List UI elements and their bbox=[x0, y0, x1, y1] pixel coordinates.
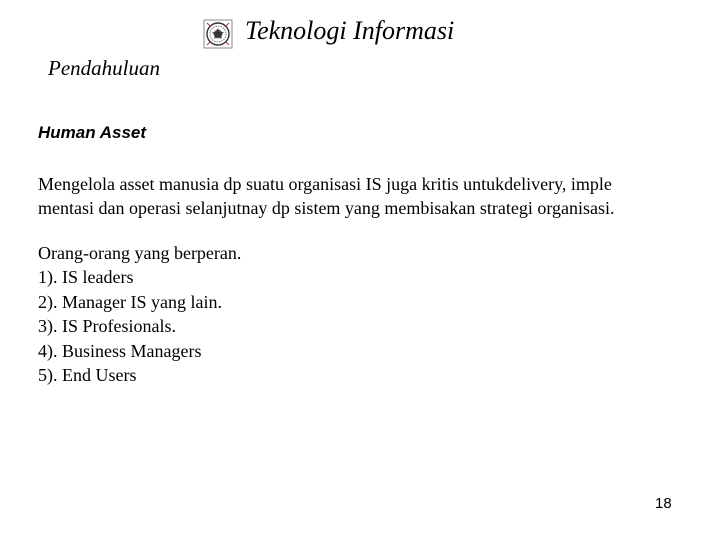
list-item: 4). Business Managers bbox=[38, 340, 202, 361]
list-item: 5). End Users bbox=[38, 365, 137, 386]
roles-intro: Orang-orang yang berperan. bbox=[38, 243, 242, 263]
slide-title: Teknologi Informasi bbox=[245, 16, 455, 45]
description-paragraph bbox=[38, 172, 698, 220]
list-item: 2). Manager IS yang lain. bbox=[38, 291, 222, 312]
list-item: 1). IS leaders bbox=[38, 267, 134, 288]
paragraph-line-2: mentasi dan operasi selanjutnay dp sistem yang membisakan strategi organisasi. bbox=[38, 198, 615, 218]
list-item: 3). IS Profesionals. bbox=[38, 316, 176, 337]
paragraph-line-1: Mengelola asset manusia dp suatu organisasi IS juga kritis untukdelivery, imple bbox=[38, 174, 612, 194]
university-seal-icon bbox=[203, 19, 233, 49]
section-title: Pendahuluan bbox=[48, 56, 160, 80]
page-number: 18 bbox=[655, 495, 672, 512]
content-heading: Human Asset bbox=[38, 123, 147, 142]
roles-list bbox=[38, 241, 241, 387]
